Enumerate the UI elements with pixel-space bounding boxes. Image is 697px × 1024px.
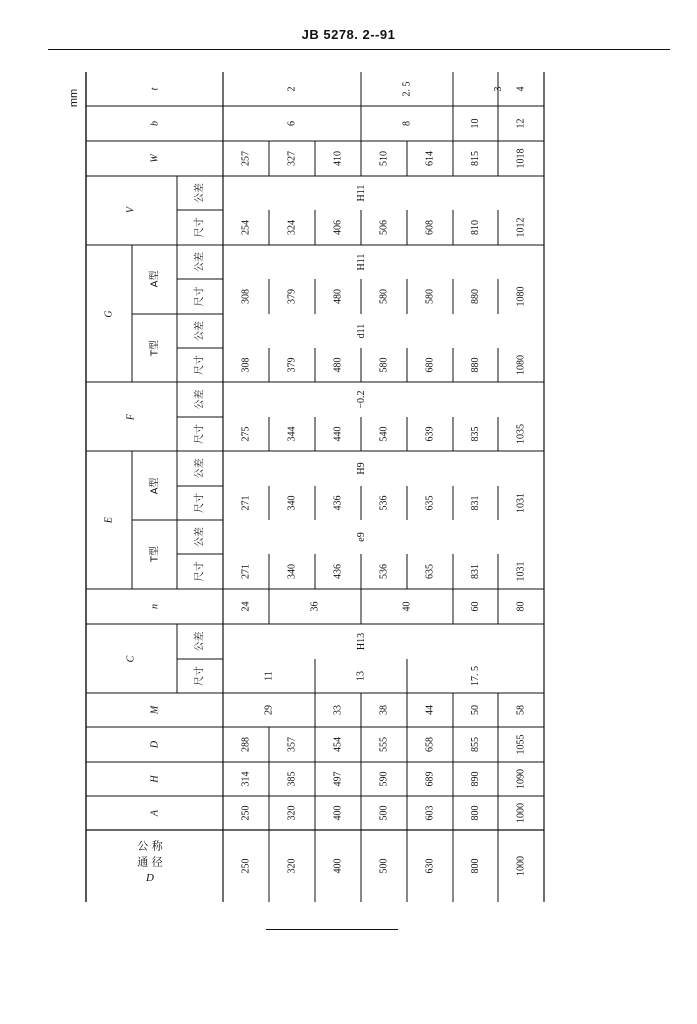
cell-g-t-size: 580 [378,357,390,373]
nominal-diameter-label-3: D [146,872,154,884]
cell-e-a-size: 831 [470,495,481,511]
cell-dn: 630 [424,858,436,874]
cell-g-t-size: 480 [332,357,344,373]
cell-dn: 400 [332,858,344,874]
cell-n: 24 [240,601,252,612]
cell-n: 40 [401,601,413,612]
type-T-label-E: T型 [149,545,161,563]
cell-v-size: 608 [424,220,436,235]
cell-b: 12 [515,118,527,129]
sub-label-tolerance: 公差 [194,458,206,479]
cell-b: 10 [470,118,481,129]
sub-label-size: 尺寸 [194,493,206,513]
cell-w: 327 [286,151,298,166]
cell-w: 614 [424,151,436,166]
cell-v-tol: H11 [356,184,367,202]
sub-label-tolerance: 公差 [194,183,206,203]
cell-dn: 320 [286,858,298,874]
cell-w: 257 [240,151,252,166]
cell-b: 6 [286,121,298,126]
cell-e-a-size: 436 [332,495,344,511]
cell-v-size: 254 [240,220,252,235]
cell-f-size: 344 [286,426,298,442]
cell-w: 410 [332,151,344,166]
sub-label-size: 尺寸 [194,286,206,307]
cell-a: 320 [286,805,298,821]
footer-rule [266,929,398,930]
cell-g-t-size: 1080 [515,355,527,375]
cell-f-size: 639 [424,426,436,442]
cell-d: 855 [470,737,481,752]
cell-e-a-size: 536 [378,495,390,511]
cell-e-t-size: 635 [424,564,436,579]
param-b-label: b [149,121,161,126]
cell-f-size: 540 [378,426,390,442]
cell-e-t-size: 536 [378,564,390,579]
sub-label-tolerance: 公差 [194,631,206,652]
sub-label-size: 尺寸 [194,217,206,238]
cell-e-t-size: 831 [470,564,481,579]
cell-f-size: 835 [470,426,481,442]
cell-f-size: 1035 [515,424,527,444]
cell-g-a-tol: H11 [356,253,367,271]
cell-f-size: 275 [240,426,252,442]
cell-w: 1018 [515,148,527,169]
cell-e-a-size: 271 [240,495,252,511]
cell-e-a-tol: H9 [356,462,367,475]
cell-h: 314 [240,771,252,787]
cell-d: 555 [378,737,390,752]
cell-a: 250 [240,805,252,821]
type-A-label-E: A型 [149,477,161,495]
cell-c-tol: H13 [356,632,367,651]
cell-g-t-size: 880 [470,357,481,373]
cell-f-size: 440 [332,426,344,442]
cell-dn: 250 [240,858,252,874]
cell-e-t-size: 1031 [515,561,527,582]
cell-d: 454 [332,737,344,752]
cell-c-size: 13 [355,671,367,681]
cell-d: 658 [424,737,436,752]
cell-m: 33 [332,705,344,715]
nominal-diameter-label-2: 通 径 [137,855,163,869]
type-T-label-G: T型 [149,339,161,357]
param-G-label: G [103,310,115,318]
sub-label-size: 尺寸 [194,561,206,582]
param-D-label: D [149,740,161,749]
cell-g-a-size: 580 [378,289,390,304]
cell-h: 590 [378,771,390,787]
param-n-label: n [149,604,161,609]
unit-label: mm [68,88,80,108]
sub-label-tolerance: 公差 [194,321,206,341]
cell-t: 2. 5 [401,81,413,97]
cell-a: 603 [424,805,436,821]
standard-number-header: JB 5278. 2--91 [301,27,396,42]
cell-d: 357 [286,737,298,752]
cell-h: 1090 [515,769,527,789]
cell-dn: 500 [378,858,390,874]
cell-v-size: 1012 [515,217,527,238]
cell-w: 510 [378,151,390,166]
cell-a: 400 [332,805,344,821]
cell-m: 58 [515,705,527,715]
param-A-label: A [149,809,161,817]
cell-n: 80 [515,601,527,612]
sub-label-tolerance: 公差 [194,527,206,547]
cell-g-a-size: 480 [332,289,344,304]
sub-label-size: 尺寸 [194,666,206,686]
nominal-diameter-label-1: 公 称 [137,839,163,853]
cell-e-a-size: 1031 [515,493,527,513]
cell-e-t-size: 271 [240,564,252,579]
sub-label-size: 尺寸 [194,355,206,375]
cell-t: 2 [286,86,298,92]
cell-c-size: 11 [263,671,275,681]
cell-g-t-size: 308 [240,357,252,373]
cell-h: 890 [470,771,481,787]
cell-g-a-size: 1080 [515,286,527,307]
param-t-label: t [149,87,161,91]
cell-g-a-size: 880 [470,289,481,304]
cell-g-t-size: 680 [424,357,436,373]
cell-t: 4 [515,86,527,92]
param-C-label: C [125,655,137,663]
param-F-label: F [125,413,137,421]
sub-label-tolerance: 公差 [194,389,206,410]
cell-t: 3 [493,86,504,92]
cell-d: 1055 [515,734,527,755]
cell-h: 385 [286,771,298,787]
cell-m: 29 [263,705,275,715]
cell-m: 44 [424,705,436,715]
cell-g-a-size: 580 [424,289,436,304]
param-H-label: H [149,775,161,783]
cell-m: 50 [470,705,481,715]
param-E-label: E [103,516,115,524]
cell-n: 60 [470,601,481,612]
cell-e-t-tol: e9 [356,532,367,542]
param-M-label: M [149,705,161,715]
cell-h: 497 [332,771,344,787]
cell-a: 1000 [515,803,527,823]
cell-f-tol: −0.2 [356,390,367,409]
type-A-label-G: A型 [149,270,161,288]
cell-e-t-size: 436 [332,564,344,579]
cell-a: 800 [470,805,481,821]
cell-m: 38 [378,705,390,715]
cell-a: 500 [378,805,390,821]
param-V-label: V [125,206,137,214]
cell-dn: 1000 [515,856,527,876]
cell-g-t-size: 379 [286,357,298,373]
cell-g-a-size: 308 [240,289,252,304]
cell-g-a-size: 379 [286,289,298,304]
cell-v-size: 406 [332,220,344,235]
cell-b: 8 [401,121,413,126]
cell-v-size: 324 [286,220,298,235]
cell-c-size: 17. 5 [470,666,481,686]
cell-dn: 800 [470,858,481,874]
cell-v-size: 506 [378,220,390,235]
cell-w: 815 [470,151,481,166]
sub-label-size: 尺寸 [194,424,206,444]
cell-e-a-size: 635 [424,495,436,511]
cell-e-a-size: 340 [286,495,298,511]
cell-v-size: 810 [470,220,481,235]
cell-h: 689 [424,771,436,787]
cell-n: 36 [309,601,321,612]
cell-g-t-tol: d11 [356,323,367,339]
sub-label-tolerance: 公差 [194,252,206,272]
cell-d: 288 [240,737,252,752]
cell-e-t-size: 340 [286,564,298,579]
param-W-label: W [149,154,161,163]
